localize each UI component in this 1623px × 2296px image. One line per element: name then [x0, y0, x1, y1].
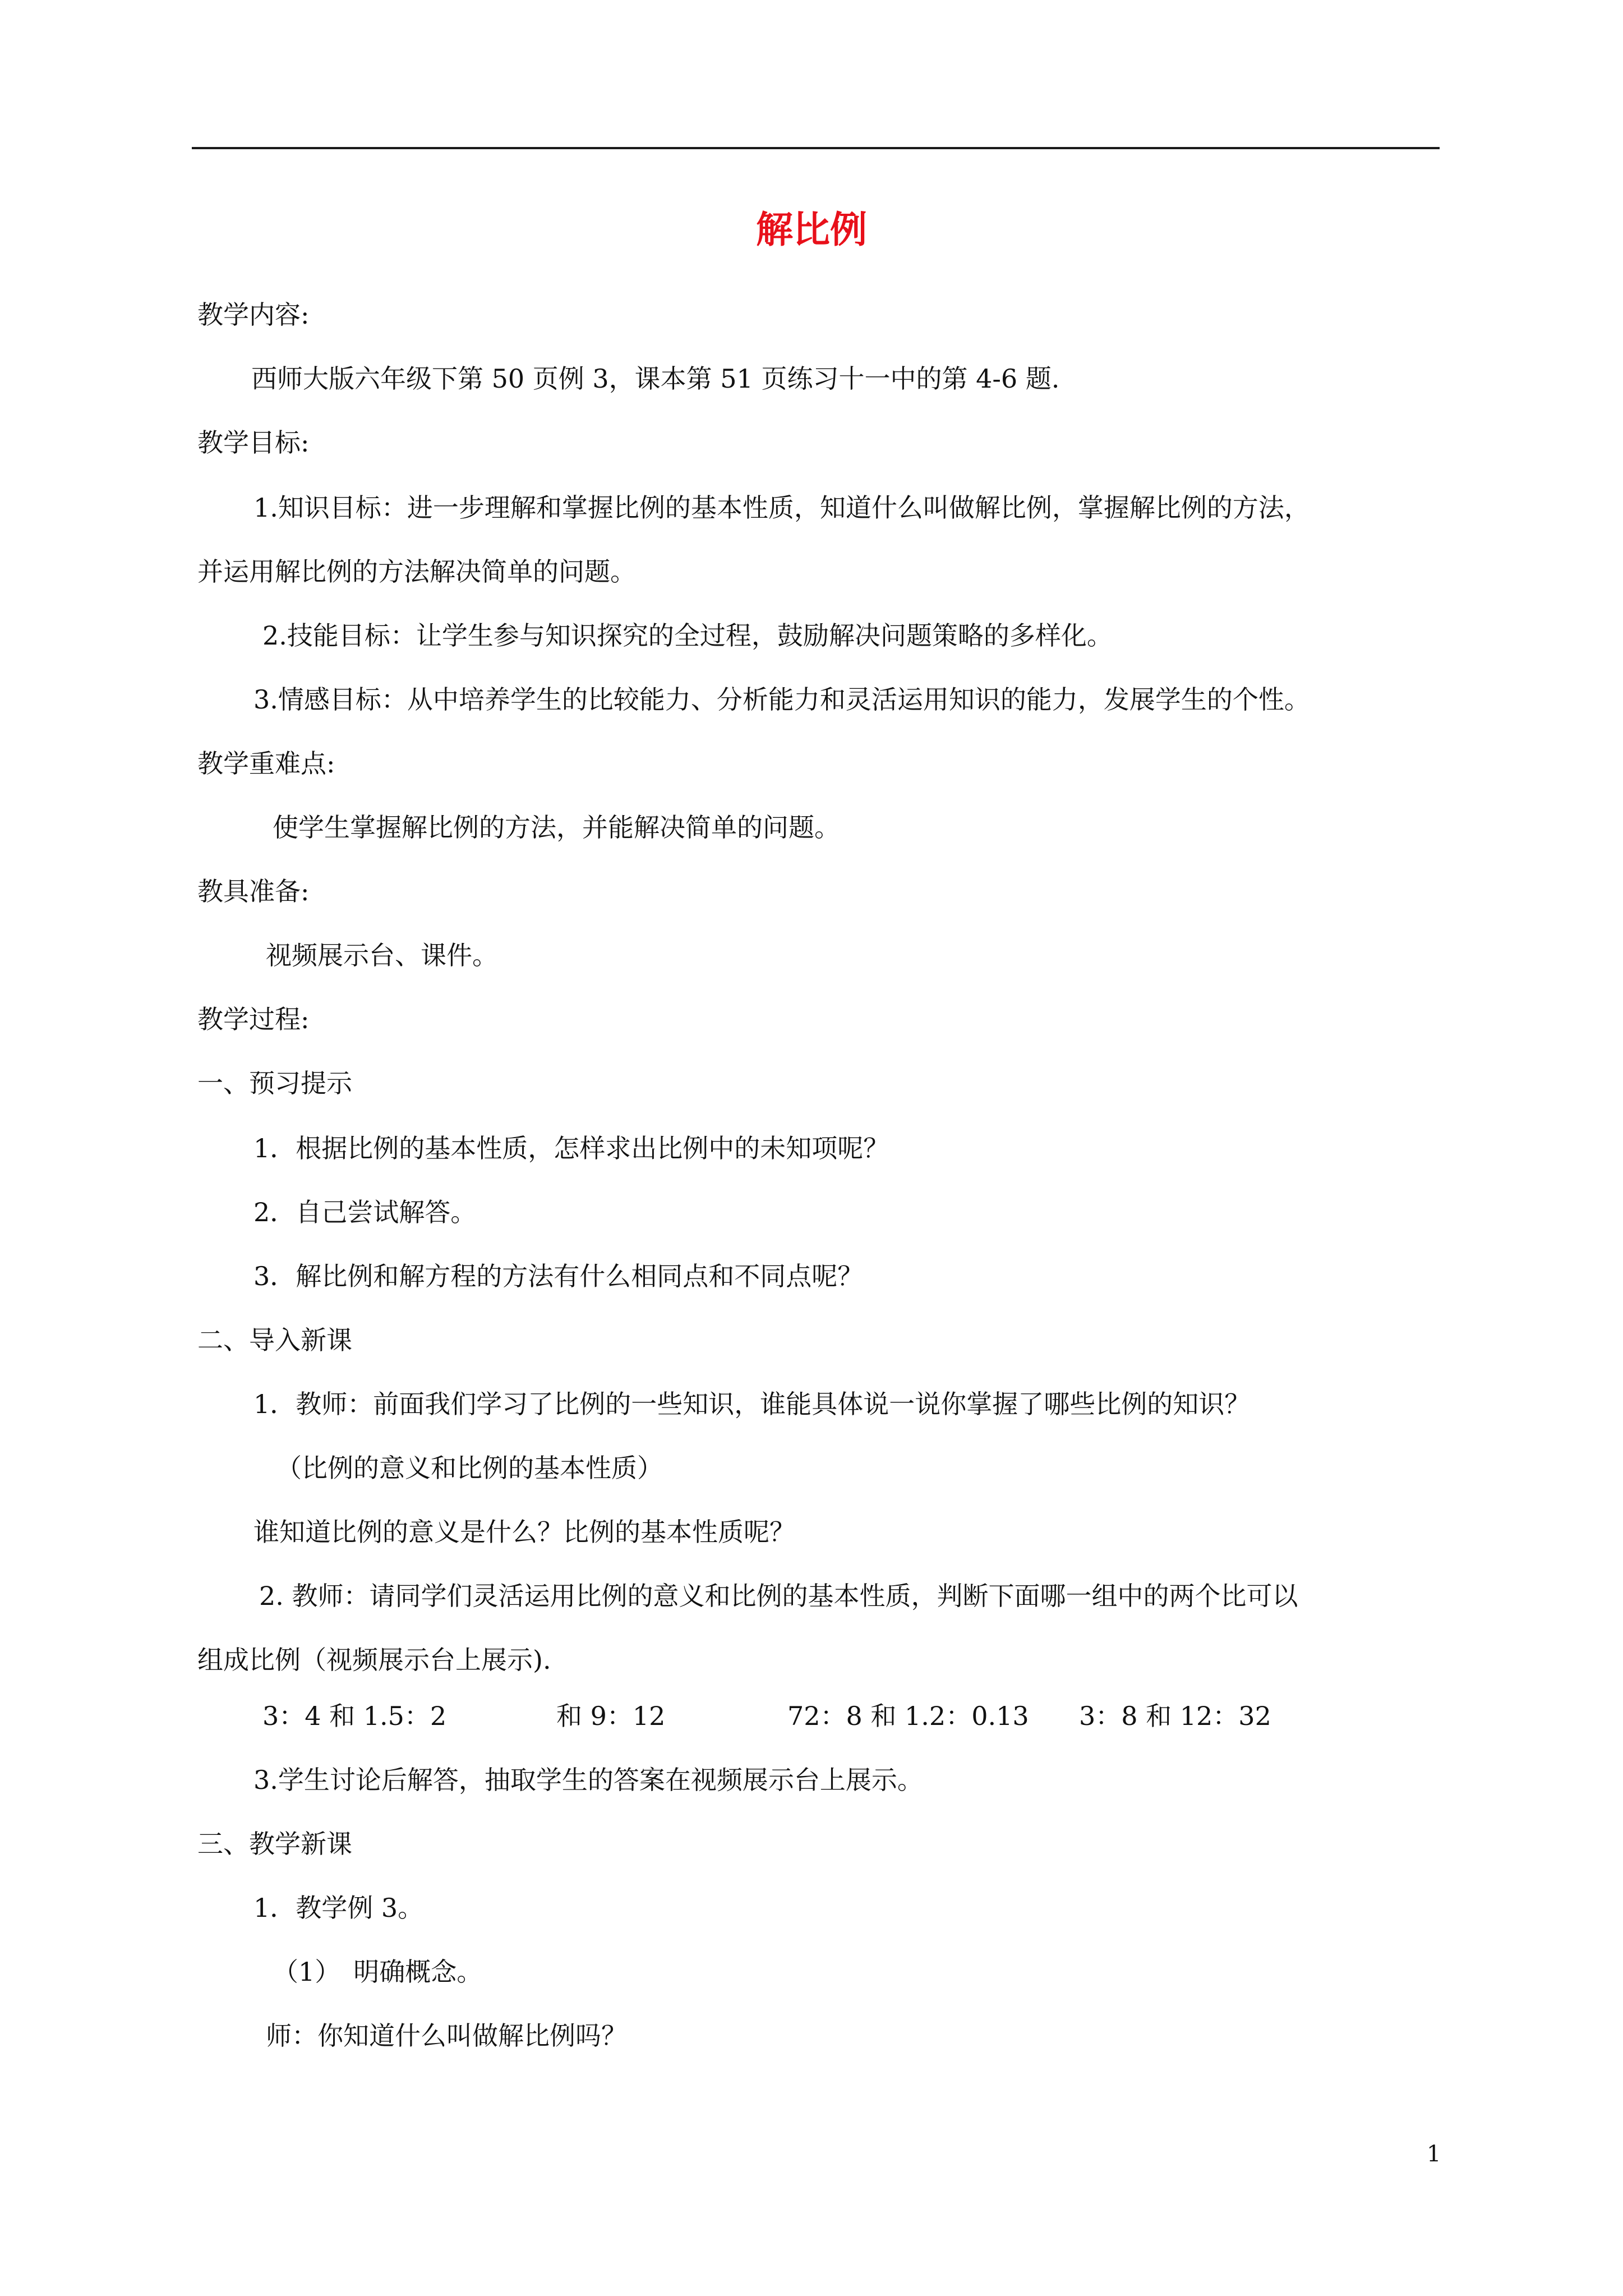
page-number: 1 — [1427, 2141, 1441, 2167]
list-item: 1．根据比例的基本性质，怎样求出比例中的未知项呢？ — [253, 1133, 889, 1163]
list-item: 1．教师：前面我们学习了比例的一些知识，谁能具体说一说你掌握了哪些比例的知识？ — [253, 1389, 1251, 1419]
header-rule — [192, 147, 1440, 149]
section-heading: 教学目标: — [197, 427, 310, 458]
list-item: 1．教学例 3。 — [253, 1893, 424, 1923]
paragraph: 谁知道比例的意义是什么？比例的基本性质呢？ — [253, 1517, 795, 1547]
paragraph: 视频展示台、课件。 — [266, 940, 498, 970]
paragraph: 2. 教师：请同学们灵活运用比例的意义和比例的基本性质，判断下面哪一组中的两个比可以 — [259, 1581, 1298, 1611]
section-heading: 教学过程: — [197, 1004, 310, 1034]
section-heading: 二、导入新课 — [197, 1325, 352, 1355]
ratio-group-1: 3：4 和 1.5：2 — [262, 1701, 447, 1731]
document-title: 解比例 — [756, 208, 867, 251]
paragraph: 西师大版六年级下第 50 页例 3，课本第 51 页练习十一中的第 4-6 题. — [251, 364, 1060, 394]
list-item: （1） 明确概念。 — [273, 1957, 483, 1987]
paragraph: 1.知识目标：进一步理解和掌握比例的基本性质，知道什么叫做解比例，掌握解比例的方法， — [253, 493, 1310, 523]
paragraph: 2.技能目标：让学生参与知识探究的全过程，鼓励解决问题策略的多样化。 — [262, 620, 1113, 651]
section-heading: 教学重难点: — [197, 748, 335, 779]
paragraph: 师：你知道什么叫做解比例吗？ — [266, 2021, 627, 2051]
ratio-group-2: 和 9：12 — [556, 1701, 666, 1731]
section-heading: 一、预习提示 — [197, 1068, 352, 1098]
list-item: 3．解比例和解方程的方法有什么相同点和不同点呢？ — [253, 1261, 864, 1291]
ratio-group-3: 72：8 和 1.2：0.13 — [787, 1701, 1029, 1731]
ratio-group-4: 3：8 和 12：32 — [1079, 1701, 1271, 1731]
section-heading: 教学内容: — [197, 300, 310, 330]
paragraph: 3.学生讨论后解答，抽取学生的答案在视频展示台上展示。 — [253, 1765, 923, 1795]
list-item: 2．自己尝试解答。 — [253, 1197, 477, 1227]
section-heading: 教具准备: — [197, 876, 310, 907]
paragraph: 组成比例（视频展示台上展示). — [197, 1645, 551, 1675]
paragraph: 并运用解比例的方法解决简单的问题。 — [197, 556, 636, 587]
paragraph: （比例的意义和比例的基本性质） — [276, 1453, 663, 1483]
paragraph: 3.情感目标：从中培养学生的比较能力、分析能力和灵活运用知识的能力，发展学生的个性。 — [253, 684, 1310, 715]
paragraph: 使学生掌握解比例的方法，并能解决简单的问题。 — [273, 812, 840, 843]
section-heading: 三、教学新课 — [197, 1829, 352, 1859]
